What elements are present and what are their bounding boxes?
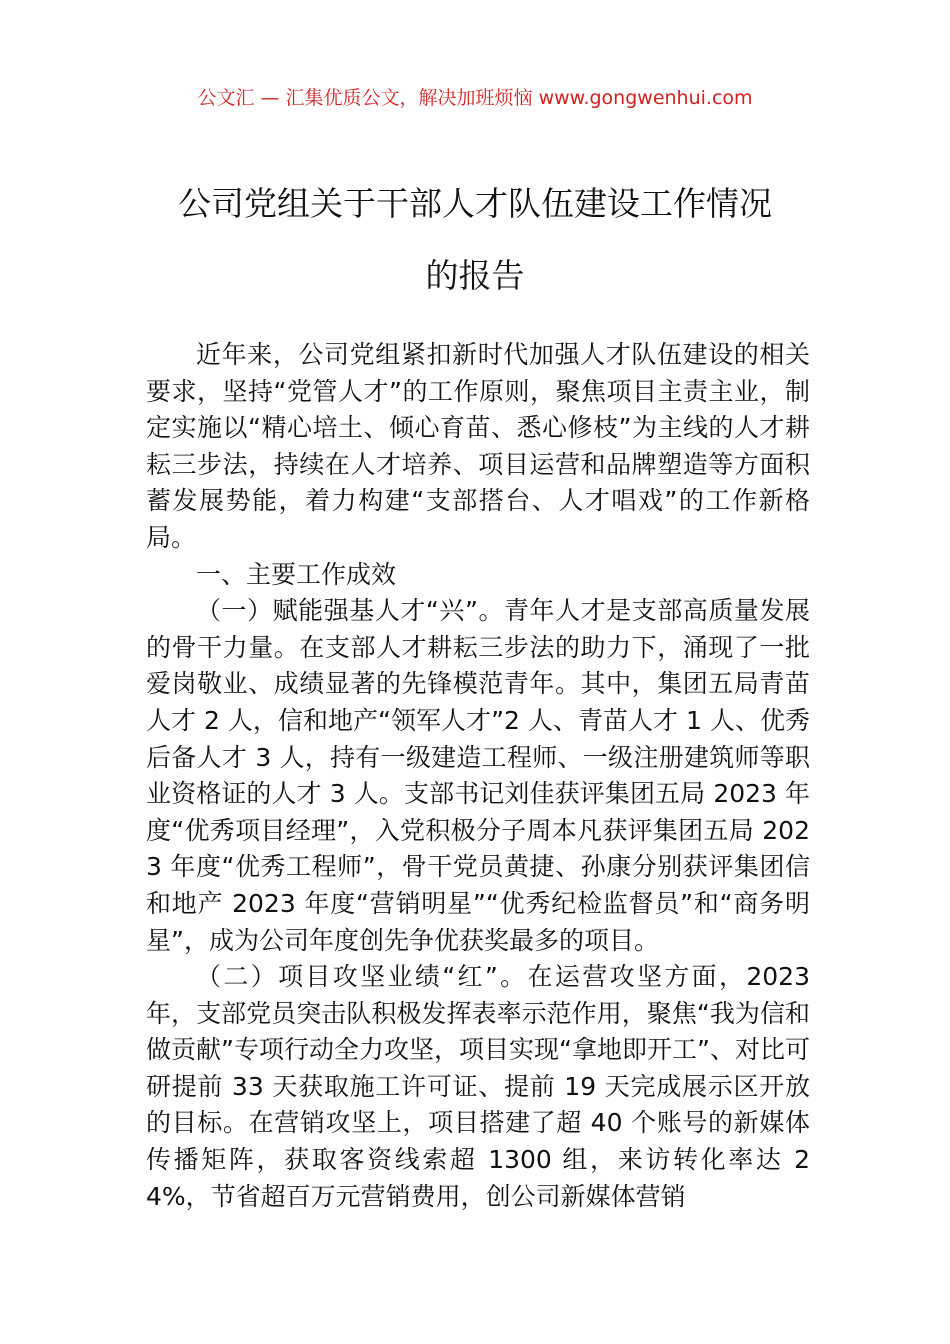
section-heading-main-results: 一、主要工作成效 [196, 559, 397, 589]
paragraph-intro: 近年来，公司党组紧扣新时代加强人才队伍建设的相关要求，坚持“党管人才”的工作原则，聚焦项目主责主业，制定实施以“精心培土、倾心育苗、悉心修枝”为主线的人才耕耘三步法，持续在人才培养、项目运营和品牌塑造等方面积蓄发展势能，着力构建“支部搭台、人才唱戏”的工作新格局。 [146, 340, 810, 552]
document-title-line-2: 的报告 [425, 256, 525, 295]
paragraph-talent-empowerment: （一）赋能强基人才“兴”。青年人才是支部高质量发展的骨干力量。在支部人才耕耘三步法的助力下，涌现了一批爱岗敬业、成绩显著的先锋模范青年。其中，集团五局青苗人才 2 人，信和地产“领军人才”2 人、青苗人才 1 人、优秀后备人才 3 人，持有一级建造工程师、一级注册建筑师等职业资格证的人才 3 人。支部书记刘佳获评集团五局 2023 年度“优秀项目经理”，入党积极分子周本凡获评集团五局 2023 年度“优秀工程师”，骨干党员黄捷、孙康分别获评集团信和地产 2023 年度“营销明星”“优秀纪检监督员”和“商务明星”，成为公司年度创先争优获奖最多的项目。 [146, 596, 810, 955]
document-title-line-1: 公司党组关于干部人才队伍建设工作情况 [178, 184, 772, 223]
document-body [146, 337, 810, 1215]
header-banner: 公文汇 — 汇集优质公文，解决加班烦恼 www.gongwenhui.com [197, 87, 753, 109]
document-title [60, 168, 890, 312]
paragraph-project-performance: （二）项目攻坚业绩“红”。在运营攻坚方面，2023 年，支部党员突击队积极发挥表率示范作用，聚焦“我为信和做贡献”专项行动全力攻坚，项目实现“拿地即开工”、对比可研提前 33 天获取施工许可证、提前 19 天完成展示区开放的目标。在营销攻坚上，项目搭建了超 40 个账号的新媒体传播矩阵，获取客资线索超 1300 组，来访转化率达 24%，节省超百万元营销费用，创公司新媒体营销 [146, 962, 810, 1211]
